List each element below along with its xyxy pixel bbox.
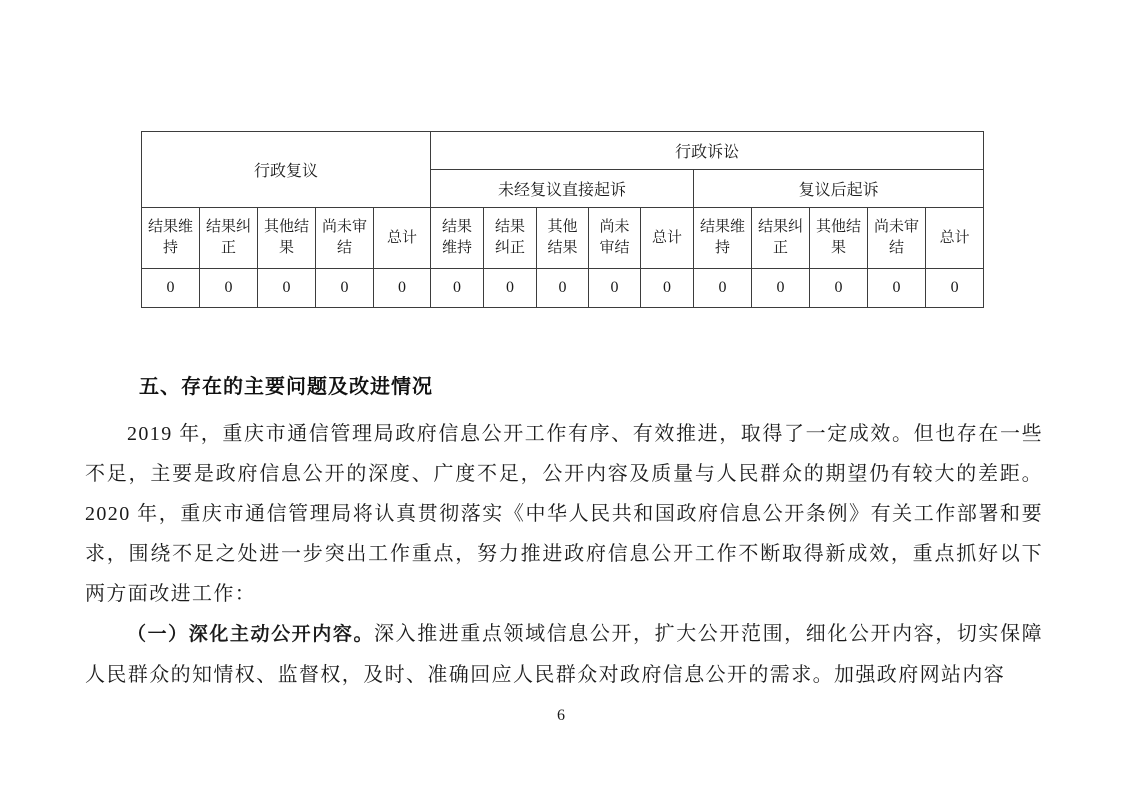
table-subheader-direct-suit: 未经复议直接起诉: [431, 170, 694, 208]
page-number: 6: [557, 707, 565, 724]
table-column-header: 尚未审结: [868, 208, 926, 269]
table-value-cell: 0: [200, 269, 258, 308]
section-heading: 五、存在的主要问题及改进情况: [139, 376, 433, 398]
table-column-header: 其他结果: [537, 208, 589, 269]
table-column-header: 总计: [926, 208, 984, 269]
table-value-cell: 0: [589, 269, 641, 308]
table-value-cell: 0: [258, 269, 316, 308]
table-column-header: 结果维持: [431, 208, 484, 269]
table-subheader-suit-after-review: 复议后起诉: [694, 170, 984, 208]
table-value-cell: 0: [431, 269, 484, 308]
table-column-header: 结果维持: [142, 208, 200, 269]
table-value-cell: 0: [142, 269, 200, 308]
table-column-header: 结果纠正: [200, 208, 258, 269]
table-header-litigation: 行政诉讼: [431, 132, 984, 170]
paragraph-improvement-1: [85, 614, 1043, 695]
table-value-cell: 0: [694, 269, 752, 308]
table-value-cell: 0: [374, 269, 431, 308]
body-text: [85, 414, 1043, 695]
table-value-cell: 0: [868, 269, 926, 308]
table-column-header: 尚未审结: [589, 208, 641, 269]
table-value-cell: 0: [752, 269, 810, 308]
table-value-cell: 0: [316, 269, 374, 308]
table-column-header: 总计: [374, 208, 431, 269]
table-value-cell: 0: [926, 269, 984, 308]
paragraph-lead: （一）深化主动公开内容。: [127, 624, 375, 645]
table-column-header: 结果纠正: [752, 208, 810, 269]
table-column-header: 其他结果: [258, 208, 316, 269]
table-column-header: 结果纠正: [484, 208, 537, 269]
table-column-header: 其他结果: [810, 208, 868, 269]
table-header-reconsideration: 行政复议: [142, 132, 431, 208]
table-value-cell: 0: [641, 269, 694, 308]
paragraph-summary: 2019 年，重庆市通信管理局政府信息公开工作有序、有效推进，取得了一定成效。但也存在一些不足，主要是政府信息公开的深度、广度不足，公开内容及质量与人民群众的期望仍有较大的差距。2020 年，重庆市通信管理局将认真贯彻落实《中华人民共和国政府信息公开条例》有关工作部署和要求，围绕不足之处进一步突出工作重点，努力推进政府信息公开工作不断取得新成效，重点抓好以下两方面改进工作：: [85, 423, 1043, 605]
table-column-header: 尚未审结: [316, 208, 374, 269]
table-value-cell: 0: [537, 269, 589, 308]
table-value-cell: 0: [484, 269, 537, 308]
table-column-header: 结果维持: [694, 208, 752, 269]
table-value-cell: 0: [810, 269, 868, 308]
table-column-header: 总计: [641, 208, 694, 269]
paragraph-body: 深入推进重点领域信息公开，扩大公开范围，细化公开内容，切实保障人民群众的知情权、监督权，及时、准确回应人民群众对政府信息公开的需求。加强政府网站内容: [85, 623, 1043, 686]
admin-review-litigation-table: [141, 131, 984, 308]
